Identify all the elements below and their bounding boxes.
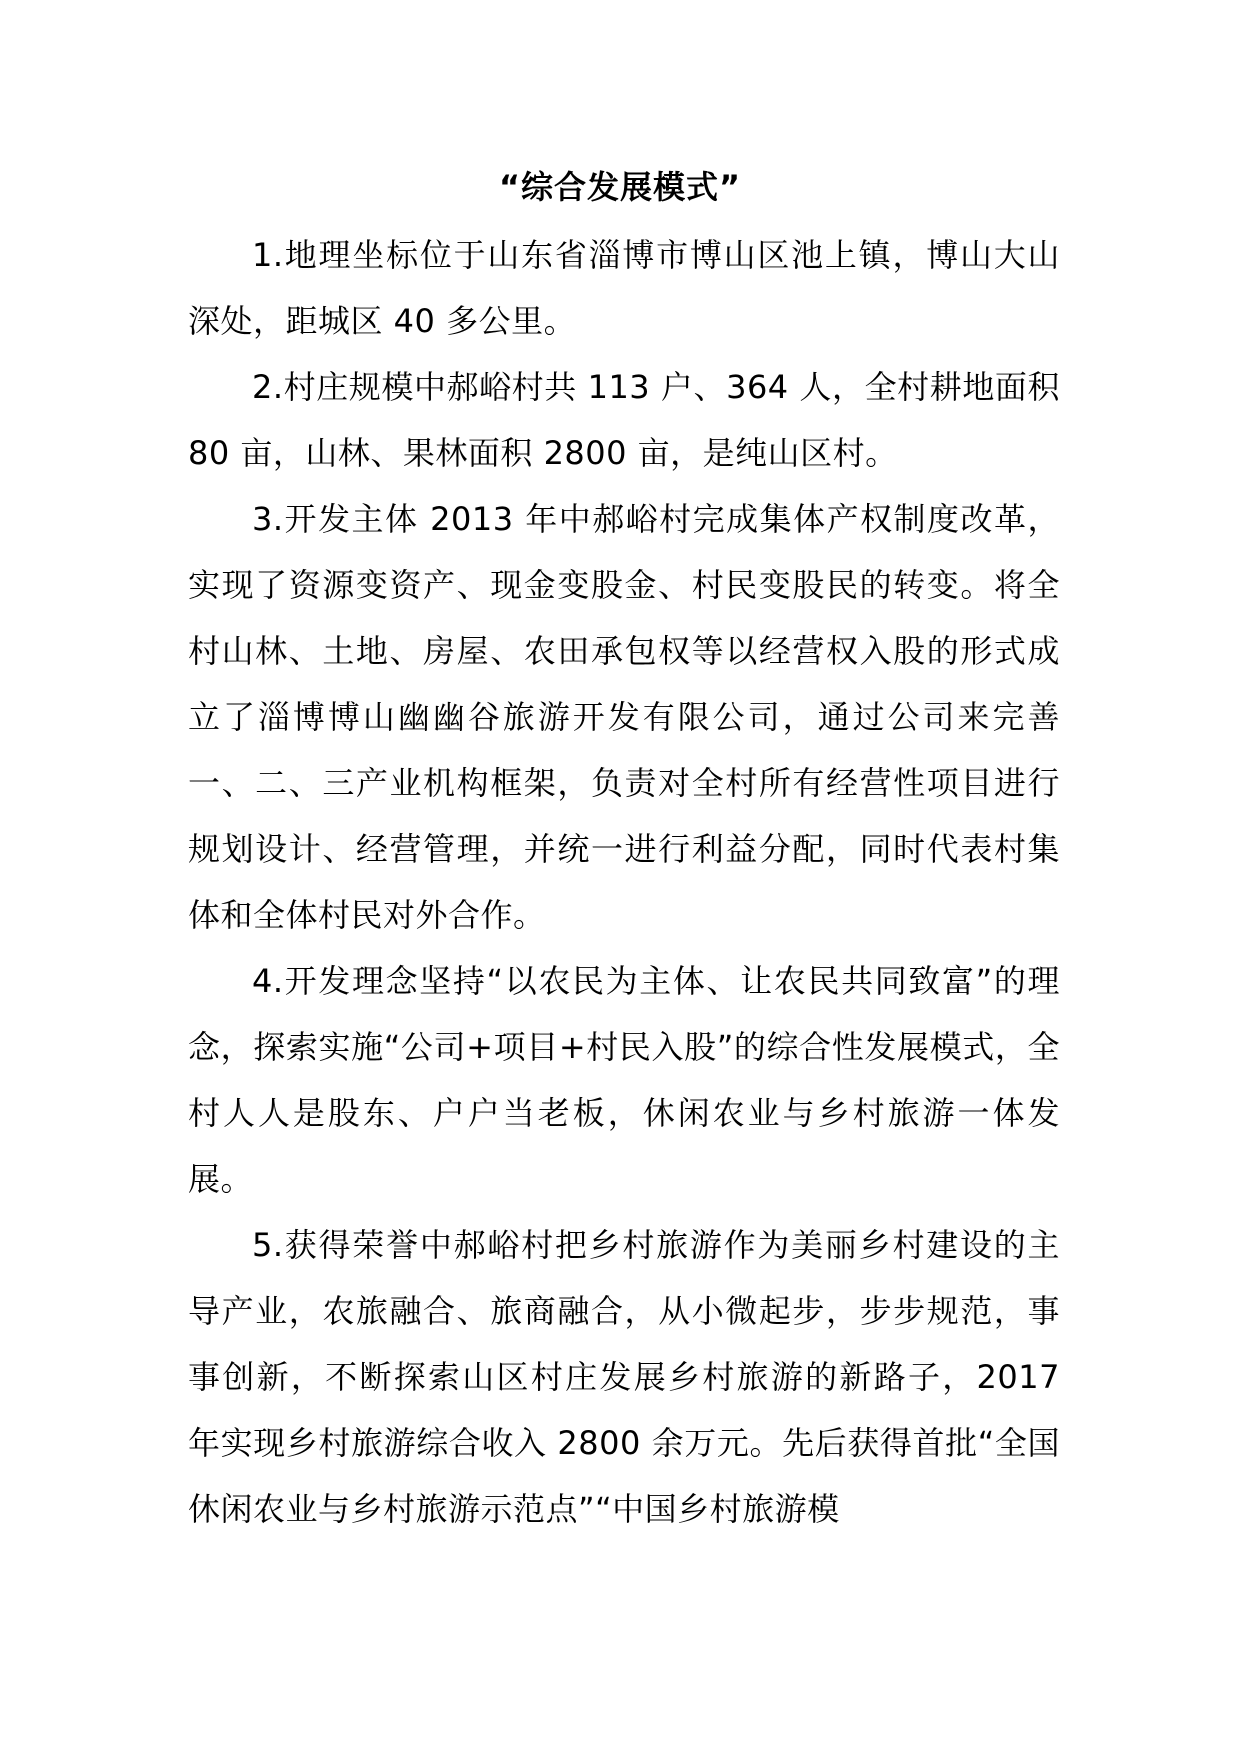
paragraph-lead: 3.开发主体	[252, 500, 419, 538]
paragraph-concept	[188, 948, 1060, 1212]
document-title: “综合发展模式”	[498, 168, 742, 206]
paragraph-honors	[188, 1212, 1060, 1542]
paragraph-lead: 1.地理坐标	[252, 236, 420, 274]
paragraph-geography	[188, 222, 1060, 354]
paragraph-text: 中郝峪村把乡村旅游作为美丽乡村建设的主导产业，农旅融合、旅商融合，从小微起步，步步规范，事事创新，不断探索山区村庄发展乡村旅游的新路子，2017 年实现乡村旅游综合收入 2800 余万元。先后获得首批“全国休闲农业与乡村旅游示范点”“中国乡村旅游模	[188, 1226, 1060, 1528]
paragraph-lead: 5.获得荣誉	[252, 1226, 420, 1264]
paragraph-lead: 4.开发理念	[252, 962, 420, 1000]
paragraph-village-scale	[188, 354, 1060, 486]
paragraph-text: 位于山东省淄博市博山区池上镇，博山大山深处，距城区 40 多公里。	[188, 236, 1060, 340]
paragraph-text: 2013 年中郝峪村完成集体产权制度改革，实现了资源变资产、现金变股金、村民变股民的转变。将全村山林、土地、房屋、农田承包权等以经营权入股的形式成立了淄博博山幽幽谷旅游开发有限公司，通过公司来完善一、二、三产业机构框架，负责对全村所有经营性项目进行规划设计、经营管理，并统一进行利益分配，同时代表村集体和全体村民对外合作。	[188, 500, 1060, 934]
paragraph-text: 坚持“以农民为主体、让农民共同致富”的理念，探索实施“公司+项目+村民入股”的综合性发展模式，全村人人是股东、户户当老板，休闲农业与乡村旅游一体发展。	[188, 962, 1060, 1198]
paragraph-text: 中郝峪村共 113 户、364 人，全村耕地面积 80 亩，山林、果林面积 2800 亩，是纯山区村。	[188, 368, 1060, 472]
document-body	[188, 222, 1060, 1542]
paragraph-developer	[188, 486, 1060, 948]
paragraph-lead: 2.村庄规模	[252, 368, 414, 406]
